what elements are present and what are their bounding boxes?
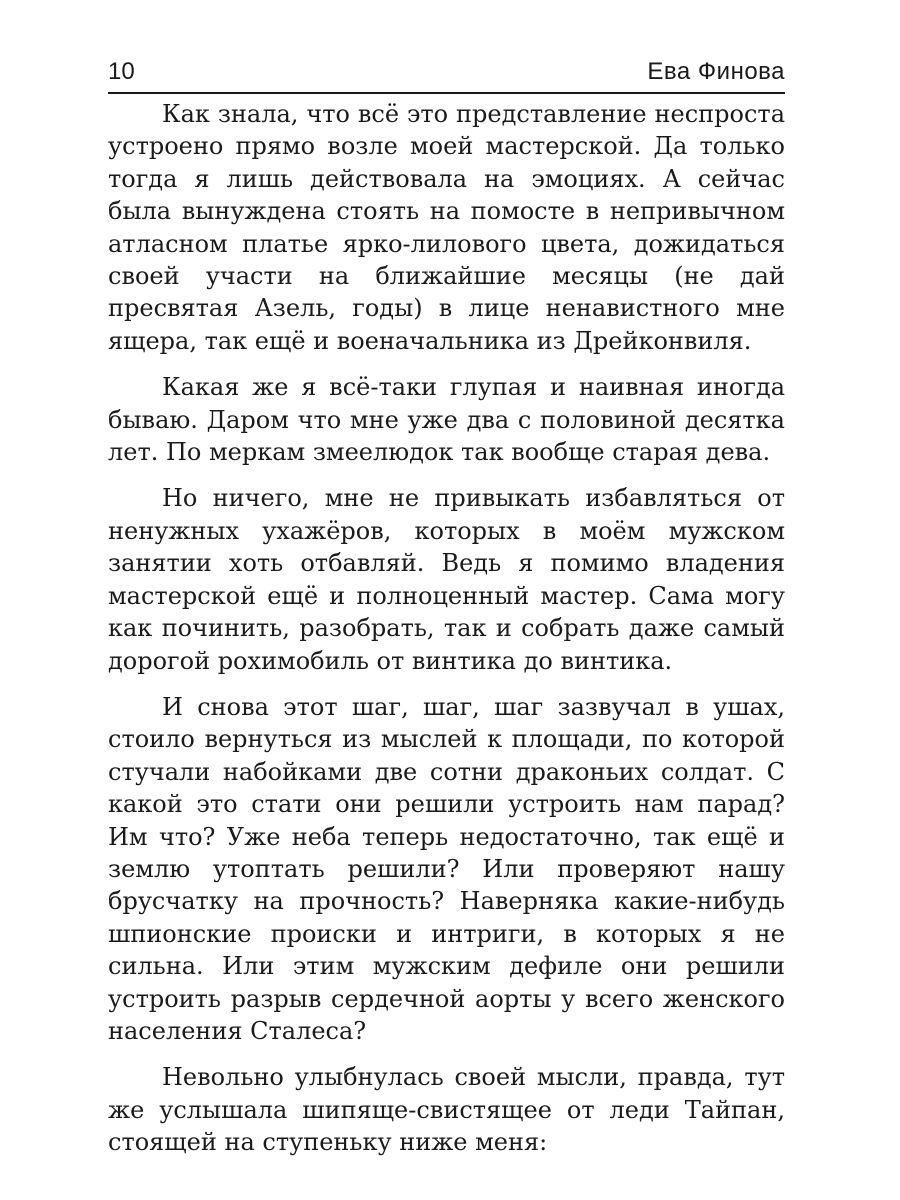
running-header: [108, 58, 785, 88]
author-name: Ева Финова: [647, 58, 785, 85]
page-number: 10: [108, 58, 135, 85]
paragraph: Но ничего, мне не привыкать избавляться от ненужных ухажёров, которых в моём мужском занятии хоть отбавляй. Ведь я помимо владения мастерской ещё и полноценный мастер. Сама могу как починить, разобрать, так и собрать даже самый дорогой рохимобиль от винтика до винтика.: [108, 484, 785, 675]
paragraph: Как знала, что всё это представление неспроста устроено прямо возле моей мастерской. Да только тогда я лишь действовала на эмоциях. А сейчас была вынуждена стоять на помосте в непривычном атласном платье ярко-лилового цвета, дожидаться своей участи на ближайшие месяцы (не дай пресвятая Азель, годы) в лице ненавистного мне ящера, так ещё и военачальника из Дрейконвиля.: [108, 100, 785, 355]
paragraph: Невольно улыбнулась своей мысли, правда, тут же услышала шипяще-свистящее от леди Тайпан, стоящей на ступеньку ниже меня:: [108, 1063, 785, 1157]
paragraph: Какая же я всё-таки глупая и наивная иногда бываю. Даром что мне уже два с половиной десятка лет. По меркам змеелюдок так вообще старая дева.: [108, 373, 785, 467]
header-rule: [108, 92, 785, 94]
body-text: [108, 98, 785, 1173]
paragraph: И снова этот шаг, шаг, шаг зазвучал в ушах, стоило вернуться из мыслей к площади, по которой стучали набойками две сотни драконьих солдат. С какой это стати они решили устроить нам парад? Им что? Уже неба теперь недостаточно, так ещё и землю утоптать решили? Или проверяют нашу брусчатку на прочность? Наверняка какие-нибудь шпионские происки и интриги, в которых я не сильна. Или этим мужским дефиле они решили устроить разрыв сердечной аорты у всего женского населения Сталеса?: [108, 692, 785, 1045]
